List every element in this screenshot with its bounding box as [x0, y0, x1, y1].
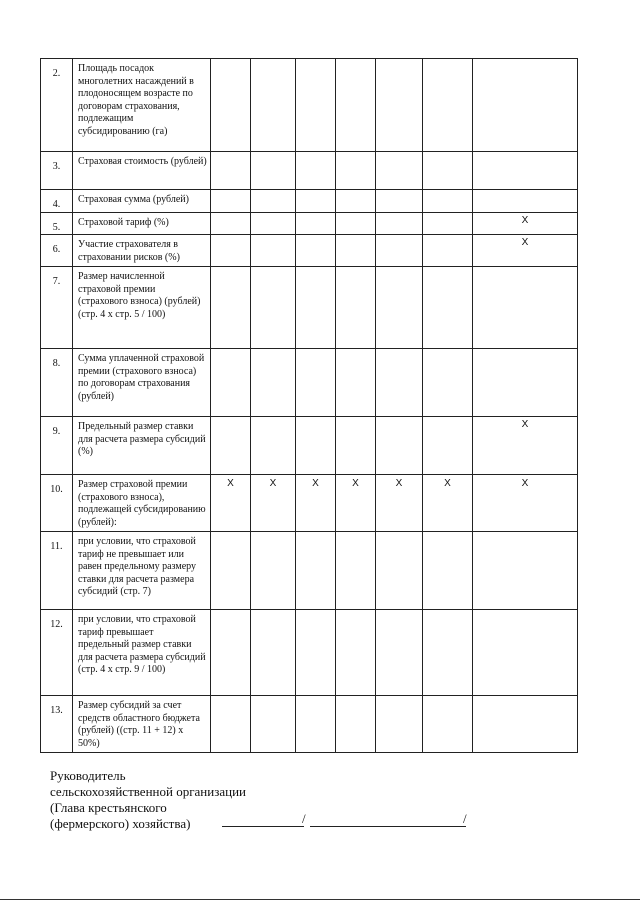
data-cell	[423, 59, 473, 152]
table-row	[41, 532, 578, 610]
row-label: Предельный размер ставки для расчета размера субсидий (%)	[73, 417, 211, 475]
data-cell	[473, 190, 578, 213]
data-cell	[376, 212, 423, 235]
data-cell	[211, 417, 251, 475]
data-cell	[211, 59, 251, 152]
data-cell	[423, 532, 473, 610]
data-cell	[296, 417, 336, 475]
footer-line-2: сельскохозяйственной организации	[50, 784, 246, 799]
row-number: 4.	[41, 190, 73, 213]
data-cell	[211, 235, 251, 267]
table-row	[41, 610, 578, 696]
row-label: Размер субсидий за счет средств областного бюджета (рублей) ((стр. 11 + 12) x 50%)	[73, 696, 211, 753]
data-cell	[336, 610, 376, 696]
data-cell	[336, 532, 376, 610]
data-cell	[296, 610, 336, 696]
data-cell	[336, 696, 376, 753]
row-number: 12.	[41, 610, 73, 696]
data-cell	[473, 349, 578, 417]
data-cell	[376, 349, 423, 417]
data-cell: X	[251, 475, 296, 532]
data-cell	[211, 212, 251, 235]
row-label: Сумма уплаченной страховой премии (страхового взноса) по договорам страхования (рублей)	[73, 349, 211, 417]
data-cell	[423, 610, 473, 696]
data-cell	[251, 532, 296, 610]
row-number: 5.	[41, 212, 73, 235]
data-cell	[473, 610, 578, 696]
data-cell: X	[376, 475, 423, 532]
data-cell	[211, 610, 251, 696]
name-blank	[310, 826, 466, 827]
data-cell	[211, 349, 251, 417]
data-cell	[376, 417, 423, 475]
table-row	[41, 696, 578, 753]
data-cell	[376, 610, 423, 696]
row-label: при условии, что страховой тариф превышает предельный размер ставки для расчета размера субсидий (стр. 4 x стр. 9 / 100)	[73, 610, 211, 696]
data-cell	[251, 235, 296, 267]
data-cell	[251, 349, 296, 417]
row-label: Участие страхователя в страховании рисков (%)	[73, 235, 211, 267]
data-cell	[423, 235, 473, 267]
table-row	[41, 235, 578, 267]
table-row	[41, 152, 578, 190]
data-cell	[473, 696, 578, 753]
data-cell	[336, 190, 376, 213]
data-cell	[423, 417, 473, 475]
data-cell	[336, 267, 376, 349]
data-cell	[211, 152, 251, 190]
data-cell	[423, 190, 473, 213]
subsidy-table	[40, 58, 578, 753]
row-number: 9.	[41, 417, 73, 475]
table-row	[41, 349, 578, 417]
data-cell	[336, 59, 376, 152]
data-cell: X	[211, 475, 251, 532]
data-cell	[296, 152, 336, 190]
data-cell	[376, 267, 423, 349]
data-cell: X	[336, 475, 376, 532]
data-cell	[251, 267, 296, 349]
data-cell	[336, 417, 376, 475]
data-cell	[211, 190, 251, 213]
data-cell	[251, 417, 296, 475]
row-number: 11.	[41, 532, 73, 610]
data-cell	[296, 696, 336, 753]
row-number: 8.	[41, 349, 73, 417]
data-cell	[251, 59, 296, 152]
data-cell: X	[473, 475, 578, 532]
data-cell	[376, 152, 423, 190]
data-cell	[296, 267, 336, 349]
signature-block	[50, 768, 246, 832]
row-label: при условии, что страховой тариф не превышает или равен предельному размеру ставки для расчета размера субсидий (стр. 7)	[73, 532, 211, 610]
data-cell	[473, 532, 578, 610]
signature-slash-1: /	[302, 811, 306, 826]
data-cell	[296, 212, 336, 235]
footer-line-4: (фермерского) хозяйства)	[50, 816, 191, 831]
row-number: 7.	[41, 267, 73, 349]
page-bottom-rule	[0, 899, 640, 900]
data-cell	[336, 152, 376, 190]
data-cell	[336, 212, 376, 235]
data-cell	[336, 349, 376, 417]
data-cell	[251, 152, 296, 190]
row-label: Страховая сумма (рублей)	[73, 190, 211, 213]
data-cell: X	[473, 235, 578, 267]
data-cell	[423, 696, 473, 753]
data-cell	[251, 190, 296, 213]
data-cell	[376, 190, 423, 213]
table-row	[41, 267, 578, 349]
data-cell	[296, 235, 336, 267]
data-cell	[211, 267, 251, 349]
row-number: 13.	[41, 696, 73, 753]
data-cell: X	[473, 417, 578, 475]
data-cell	[296, 59, 336, 152]
data-cell	[376, 696, 423, 753]
table-row	[41, 417, 578, 475]
data-cell	[296, 349, 336, 417]
data-cell	[376, 235, 423, 267]
row-number: 3.	[41, 152, 73, 190]
signature-slash-2: /	[463, 811, 467, 826]
data-cell: X	[473, 212, 578, 235]
row-number: 10.	[41, 475, 73, 532]
data-cell	[296, 532, 336, 610]
data-cell: X	[296, 475, 336, 532]
row-label: Размер страховой премии (страхового взноса), подлежащей субсидированию (рублей):	[73, 475, 211, 532]
data-cell	[423, 349, 473, 417]
data-cell	[423, 212, 473, 235]
data-cell	[251, 610, 296, 696]
signature-line	[222, 813, 472, 827]
data-cell	[473, 267, 578, 349]
data-cell	[473, 59, 578, 152]
data-cell	[211, 696, 251, 753]
row-number: 6.	[41, 235, 73, 267]
row-number: 2.	[41, 59, 73, 152]
data-cell	[296, 190, 336, 213]
footer-line-1: Руководитель	[50, 768, 126, 783]
data-cell	[251, 696, 296, 753]
data-cell	[251, 212, 296, 235]
table-row	[41, 212, 578, 235]
footer-line-3: (Глава крестьянского	[50, 800, 167, 815]
row-label: Площадь посадок многолетних насаждений в плодоносящем возрасте по договорам страхования, подлежащим субсидированию (га)	[73, 59, 211, 152]
data-cell	[211, 532, 251, 610]
data-cell	[423, 152, 473, 190]
data-cell	[376, 532, 423, 610]
table-row	[41, 475, 578, 532]
data-cell	[336, 235, 376, 267]
row-label: Размер начисленной страховой премии (страхового взноса) (рублей) (стр. 4 x стр. 5 / 100)	[73, 267, 211, 349]
data-cell: X	[423, 475, 473, 532]
row-label: Страховая стоимость (рублей)	[73, 152, 211, 190]
data-cell	[423, 267, 473, 349]
data-cell	[376, 59, 423, 152]
table-row	[41, 190, 578, 213]
row-label: Страховой тариф (%)	[73, 212, 211, 235]
data-cell	[473, 152, 578, 190]
signature-blank	[222, 826, 304, 827]
table-row	[41, 59, 578, 152]
